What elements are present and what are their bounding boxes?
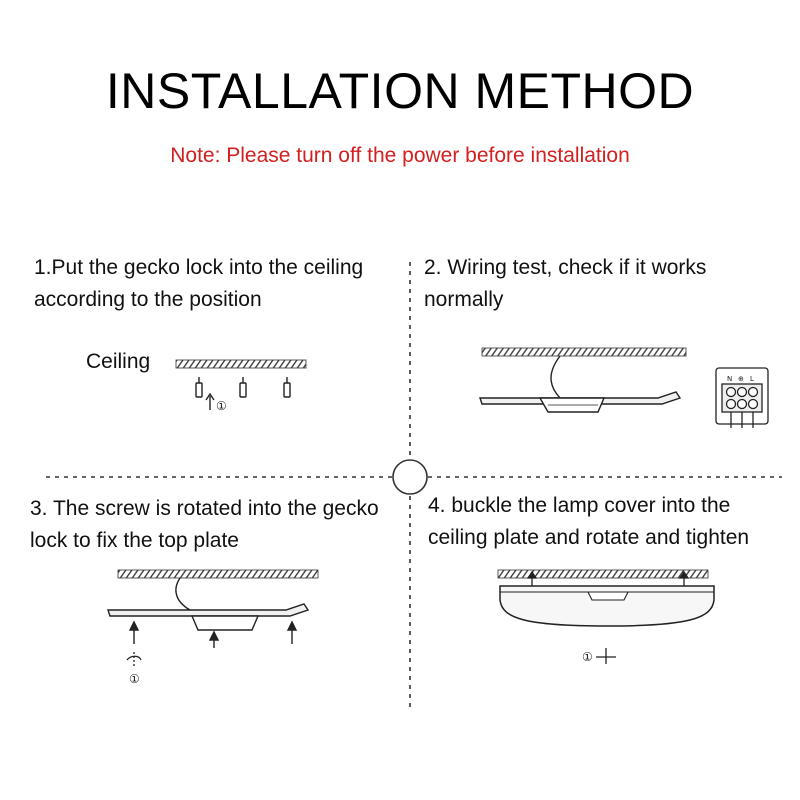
lamp-center-tab	[588, 592, 628, 600]
step-3-marker: ①	[129, 672, 140, 686]
terminal-label-n: N	[727, 375, 733, 383]
terminal-label-ground: ⊕	[738, 375, 744, 383]
page-title: INSTALLATION METHOD	[105, 63, 695, 119]
step-4-text: 4. buckle the lamp cover into the ceiling plate and rotate and tighten	[428, 494, 750, 549]
step-1-text: 1.Put the gecko lock into the ceiling according to the position	[34, 256, 364, 311]
ceiling-plate	[108, 604, 308, 616]
power-cable	[176, 578, 190, 610]
up-arrow-icon	[206, 394, 214, 410]
ceiling-label: Ceiling	[86, 350, 151, 373]
step-3-text: 3. The screw is rotated into the gecko lock to fix the top plate	[30, 497, 379, 552]
power-cable	[551, 356, 560, 398]
step-2-illustration	[480, 348, 768, 428]
step-1-illustration	[176, 360, 306, 410]
step-4-marker: ①	[582, 650, 593, 664]
gecko-lock-anchor	[240, 377, 246, 397]
ceiling-hatch	[482, 348, 686, 356]
step-2-text: 2. Wiring test, check if it works normally	[424, 256, 707, 311]
rotate-arrow-icon	[127, 652, 141, 668]
power-warning-note: Note: Please turn off the power before installation	[170, 144, 630, 167]
step-4-illustration	[498, 570, 714, 664]
driver-box	[192, 616, 258, 630]
divider-center-circle	[393, 460, 427, 494]
gecko-lock-anchor	[284, 377, 290, 397]
rotate-arrow-icon	[596, 648, 616, 664]
gecko-lock-anchor	[196, 377, 202, 397]
step-1-marker: ①	[216, 399, 227, 413]
step-3-illustration	[108, 570, 318, 668]
ceiling-hatch	[176, 360, 306, 368]
terminal-label-l: L	[750, 375, 754, 383]
ceiling-hatch	[118, 570, 318, 578]
